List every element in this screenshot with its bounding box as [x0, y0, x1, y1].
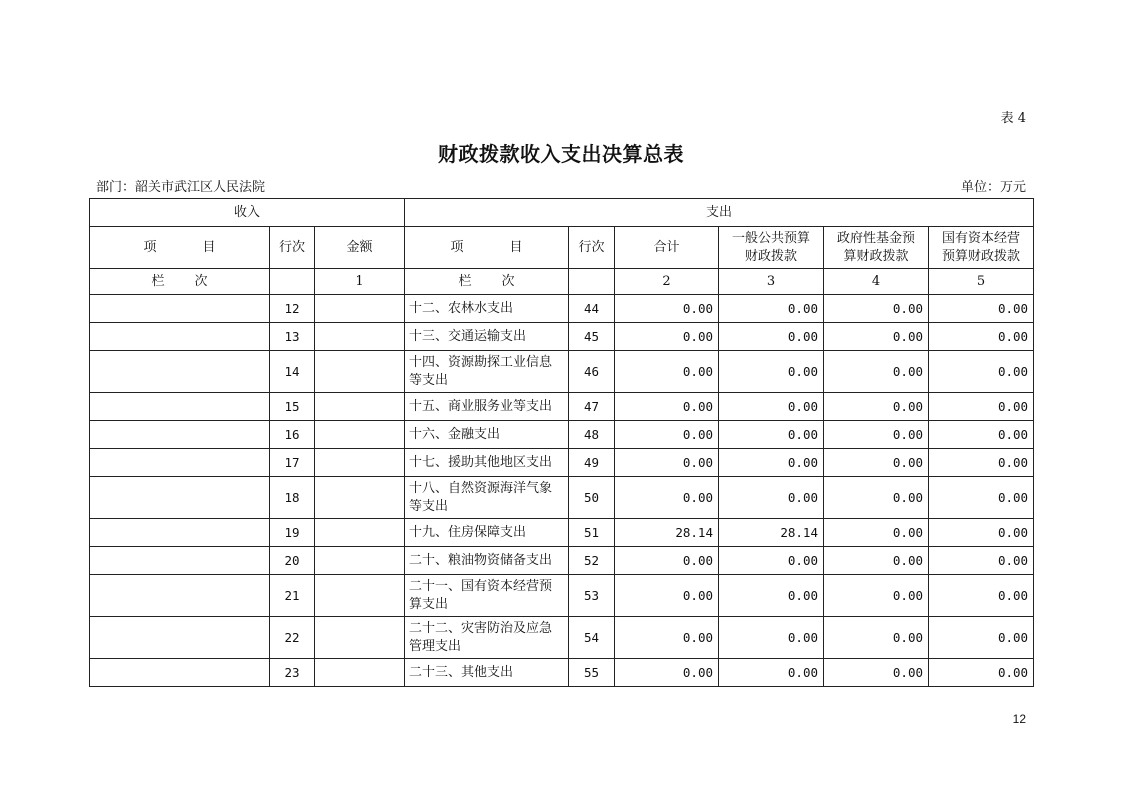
- total-cell: 0.00: [615, 477, 719, 519]
- state-capital-cell: 0.00: [929, 295, 1034, 323]
- expense-line-cell: 45: [569, 323, 615, 351]
- income-line-cell: 21: [270, 575, 315, 617]
- income-line-cell: 15: [270, 393, 315, 421]
- expense-item-label-cont: 管理支出: [409, 638, 462, 654]
- header-income-line: 行次: [270, 227, 315, 269]
- general-budget-cell: 0.00: [719, 575, 824, 617]
- income-amount-cell: [315, 295, 405, 323]
- income-item-cell: [90, 617, 270, 659]
- state-capital-cell: 0.00: [929, 421, 1034, 449]
- header-state-capital: 国有资本经营 预算财政拨款: [929, 227, 1034, 269]
- header-row-columns: [90, 227, 1034, 269]
- table-row: [90, 659, 1034, 687]
- income-item-cell: [90, 449, 270, 477]
- income-amount-cell: [315, 617, 405, 659]
- table-row: [90, 421, 1034, 449]
- page-title: 财政拨款收入支出决算总表: [438, 142, 684, 166]
- expense-line-cell: 49: [569, 449, 615, 477]
- income-item-cell: [90, 421, 270, 449]
- expense-item-label: 十五、商业服务业等支出: [409, 398, 553, 414]
- header-gov-fund: 政府性基金预 算财政拨款: [824, 227, 929, 269]
- expense-item-label: 二十二、灾害防治及应急: [409, 620, 553, 636]
- index-expense-line: [569, 269, 615, 295]
- table-row: [90, 617, 1034, 659]
- expense-item-cell: [405, 617, 569, 659]
- income-item-cell: [90, 351, 270, 393]
- income-line-cell: 19: [270, 519, 315, 547]
- table-row: [90, 547, 1034, 575]
- general-budget-cell: 0.00: [719, 421, 824, 449]
- total-cell: 0.00: [615, 547, 719, 575]
- total-cell: 0.00: [615, 449, 719, 477]
- unit-label: 单位：万元: [960, 180, 1026, 195]
- expense-line-cell: 47: [569, 393, 615, 421]
- income-amount-cell: [315, 351, 405, 393]
- expense-line-cell: 51: [569, 519, 615, 547]
- total-cell: 0.00: [615, 393, 719, 421]
- income-item-cell: [90, 519, 270, 547]
- income-item-cell: [90, 575, 270, 617]
- general-budget-cell: 0.00: [719, 659, 824, 687]
- table-row: [90, 477, 1034, 519]
- header-row-index: [90, 269, 1034, 295]
- expense-line-cell: 53: [569, 575, 615, 617]
- expense-line-cell: 52: [569, 547, 615, 575]
- general-budget-cell: 0.00: [719, 617, 824, 659]
- general-budget-cell: 0.00: [719, 295, 824, 323]
- expense-item-cell: [405, 449, 569, 477]
- income-amount-cell: [315, 323, 405, 351]
- income-item-cell: [90, 477, 270, 519]
- income-item-cell: [90, 393, 270, 421]
- total-cell: 0.00: [615, 659, 719, 687]
- total-cell: 0.00: [615, 421, 719, 449]
- header-row-group: [90, 199, 1034, 227]
- expense-item-cell: [405, 351, 569, 393]
- state-capital-cell: 0.00: [929, 449, 1034, 477]
- total-cell: 0.00: [615, 323, 719, 351]
- header-income-item: 项 目: [90, 227, 270, 269]
- income-line-cell: 18: [270, 477, 315, 519]
- expense-line-cell: 48: [569, 421, 615, 449]
- expense-item-label-cont: 等支出: [409, 498, 449, 514]
- state-capital-cell: 0.00: [929, 659, 1034, 687]
- gov-fund-cell: 0.00: [824, 519, 929, 547]
- expense-item-cell: [405, 477, 569, 519]
- income-amount-cell: [315, 547, 405, 575]
- gov-fund-cell: 0.00: [824, 477, 929, 519]
- expense-line-cell: 46: [569, 351, 615, 393]
- header-expense-item: 项 目: [405, 227, 569, 269]
- general-budget-cell: 0.00: [719, 449, 824, 477]
- state-capital-cell: 0.00: [929, 519, 1034, 547]
- expense-item-cell: [405, 547, 569, 575]
- header-expense-line: 行次: [569, 227, 615, 269]
- header-general-budget: 一般公共预算 财政拨款: [719, 227, 824, 269]
- expense-item-label: 二十、粮油物资储备支出: [409, 552, 553, 568]
- gov-fund-cell: 0.00: [824, 351, 929, 393]
- income-line-cell: 23: [270, 659, 315, 687]
- expense-line-cell: 50: [569, 477, 615, 519]
- state-capital-cell: 0.00: [929, 575, 1034, 617]
- expense-item-label: 十三、交通运输支出: [409, 328, 527, 344]
- header-amount: 金额: [315, 227, 405, 269]
- income-line-cell: 13: [270, 323, 315, 351]
- expense-item-cell: [405, 421, 569, 449]
- index-expense-label: 栏 次: [405, 269, 569, 295]
- index-income-line: [270, 269, 315, 295]
- income-line-cell: 12: [270, 295, 315, 323]
- expense-item-cell: [405, 659, 569, 687]
- index-c5: 5: [929, 269, 1034, 295]
- table-row: [90, 575, 1034, 617]
- header-total: 合计: [615, 227, 719, 269]
- state-capital-cell: 0.00: [929, 477, 1034, 519]
- index-c3: 3: [719, 269, 824, 295]
- expense-item-cell: [405, 295, 569, 323]
- table-row: [90, 351, 1034, 393]
- expense-item-cell: [405, 519, 569, 547]
- income-amount-cell: [315, 393, 405, 421]
- state-capital-cell: 0.00: [929, 547, 1034, 575]
- total-cell: 0.00: [615, 575, 719, 617]
- page-number: 12: [1012, 712, 1026, 726]
- expense-item-cell: [405, 575, 569, 617]
- budget-table: [89, 198, 1034, 687]
- department-label: 部门：韶关市武江区人民法院: [96, 180, 266, 195]
- gov-fund-cell: 0.00: [824, 575, 929, 617]
- total-cell: 0.00: [615, 351, 719, 393]
- gov-fund-cell: 0.00: [824, 617, 929, 659]
- income-line-cell: 17: [270, 449, 315, 477]
- table-row: [90, 393, 1034, 421]
- state-capital-cell: 0.00: [929, 323, 1034, 351]
- expense-item-label: 十七、援助其他地区支出: [409, 454, 553, 470]
- table-row: [90, 449, 1034, 477]
- index-c1: 1: [315, 269, 405, 295]
- expense-item-label: 十九、住房保障支出: [409, 524, 527, 540]
- general-budget-cell: 0.00: [719, 547, 824, 575]
- income-item-cell: [90, 547, 270, 575]
- general-budget-cell: 0.00: [719, 393, 824, 421]
- table-row: [90, 519, 1034, 547]
- income-line-cell: 20: [270, 547, 315, 575]
- table-row: [90, 323, 1034, 351]
- expense-item-label: 二十一、国有资本经营预: [409, 578, 553, 594]
- gov-fund-cell: 0.00: [824, 449, 929, 477]
- total-cell: 0.00: [615, 617, 719, 659]
- income-amount-cell: [315, 575, 405, 617]
- table-row: [90, 295, 1034, 323]
- expense-item-cell: [405, 393, 569, 421]
- expense-item-label: 十二、农林水支出: [409, 300, 514, 316]
- income-item-cell: [90, 323, 270, 351]
- income-item-cell: [90, 659, 270, 687]
- income-amount-cell: [315, 659, 405, 687]
- index-income-label: 栏 次: [90, 269, 270, 295]
- state-capital-cell: 0.00: [929, 393, 1034, 421]
- income-amount-cell: [315, 421, 405, 449]
- expense-item-label: 十四、资源勘探工业信息: [409, 354, 553, 370]
- expense-item-label: 十六、金融支出: [409, 426, 501, 442]
- header-expense: 支出: [405, 199, 1034, 227]
- income-amount-cell: [315, 449, 405, 477]
- general-budget-cell: 0.00: [719, 323, 824, 351]
- gov-fund-cell: 0.00: [824, 659, 929, 687]
- income-line-cell: 16: [270, 421, 315, 449]
- income-amount-cell: [315, 477, 405, 519]
- gov-fund-cell: 0.00: [824, 421, 929, 449]
- header-income: 收入: [90, 199, 405, 227]
- table-number: 表 4: [1000, 111, 1026, 126]
- total-cell: 28.14: [615, 519, 719, 547]
- income-line-cell: 14: [270, 351, 315, 393]
- expense-item-label-cont: 等支出: [409, 372, 449, 388]
- state-capital-cell: 0.00: [929, 351, 1034, 393]
- general-budget-cell: 28.14: [719, 519, 824, 547]
- gov-fund-cell: 0.00: [824, 393, 929, 421]
- expense-item-label: 二十三、其他支出: [409, 664, 514, 680]
- gov-fund-cell: 0.00: [824, 295, 929, 323]
- state-capital-cell: 0.00: [929, 617, 1034, 659]
- expense-item-cell: [405, 323, 569, 351]
- expense-line-cell: 44: [569, 295, 615, 323]
- gov-fund-cell: 0.00: [824, 547, 929, 575]
- expense-line-cell: 55: [569, 659, 615, 687]
- general-budget-cell: 0.00: [719, 351, 824, 393]
- income-amount-cell: [315, 519, 405, 547]
- general-budget-cell: 0.00: [719, 477, 824, 519]
- index-c4: 4: [824, 269, 929, 295]
- income-item-cell: [90, 295, 270, 323]
- total-cell: 0.00: [615, 295, 719, 323]
- expense-item-label-cont: 算支出: [409, 596, 449, 612]
- expense-item-label: 十八、自然资源海洋气象: [409, 480, 553, 496]
- index-c2: 2: [615, 269, 719, 295]
- income-line-cell: 22: [270, 617, 315, 659]
- gov-fund-cell: 0.00: [824, 323, 929, 351]
- expense-line-cell: 54: [569, 617, 615, 659]
